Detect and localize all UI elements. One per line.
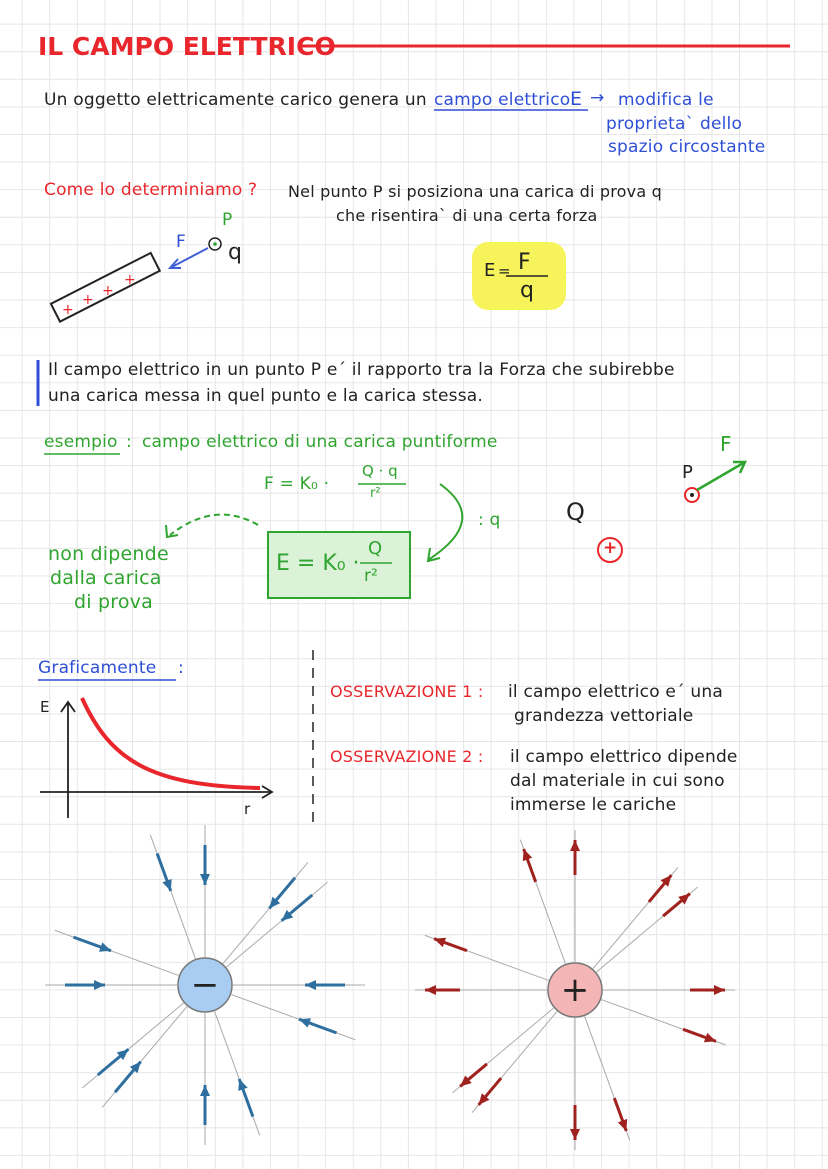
observation-label: OSSERVAZIONE 1 : [330, 682, 484, 701]
y-axis-label: E [40, 698, 50, 716]
note-line: di prova [74, 591, 153, 613]
arrowhead [305, 980, 316, 990]
intro-link: campo elettrico [434, 90, 571, 110]
field-curve [82, 698, 260, 788]
field-line [226, 882, 327, 967]
plus-sign: + [62, 302, 74, 318]
formula1-den: r² [370, 486, 381, 501]
arrowhead [99, 942, 111, 951]
charge-label: q [228, 240, 243, 265]
formula-den: q [520, 278, 534, 303]
field-line [55, 930, 179, 975]
example-label: esempio [44, 432, 118, 452]
observation-text: il campo elettrico dipende [510, 747, 738, 767]
dashed-arrow [170, 515, 258, 535]
arrowhead [618, 1119, 627, 1131]
plus-sign: + [82, 292, 94, 308]
x-axis-label: r [244, 800, 251, 818]
arrowhead [704, 1033, 716, 1042]
arrowhead [425, 985, 436, 995]
point-p-label: P [222, 210, 233, 230]
formula2-lhs: E = K₀ · [276, 551, 360, 576]
divide-arrow [428, 484, 462, 560]
force-label: F [720, 432, 732, 456]
formula-eq: = [498, 262, 511, 280]
explanation-line: che risentira` di una certa forza [336, 206, 598, 225]
point-p-label: P [682, 462, 693, 483]
arrowhead [200, 1085, 210, 1096]
force-label: F [176, 232, 186, 252]
arrowhead [434, 938, 446, 947]
note-line: dalla carica [50, 567, 162, 589]
observation-label: OSSERVAZIONE 2 : [330, 747, 484, 766]
intro-text: Un oggetto elettricamente carico genera un [44, 90, 427, 110]
arrowhead [570, 1129, 580, 1140]
divide-label: : q [478, 510, 501, 530]
note-line: modifica le [618, 90, 714, 110]
formula2-den: r² [364, 566, 378, 586]
field-line [231, 995, 355, 1040]
formula-num: F [518, 250, 531, 275]
field-line [223, 862, 308, 963]
note-line: non dipende [48, 543, 169, 565]
note-line: proprieta` dello [606, 114, 743, 134]
formula1-lhs: F = K₀ · [264, 474, 330, 494]
charge-q-label: Q [566, 498, 585, 526]
arrowhead [299, 1018, 311, 1027]
plus-sign: + [603, 538, 618, 558]
arrowhead [200, 874, 210, 885]
arrowhead [94, 980, 105, 990]
positive-sign: + [560, 970, 590, 1010]
note-line: spazio circostante [608, 137, 766, 157]
arrowhead [523, 849, 532, 861]
explanation-line: Nel punto P si posiziona una carica di prova q [288, 182, 662, 201]
definition-line: Il campo elettrico in un punto P e´ il rapporto tra la Forza che subirebbe [48, 360, 675, 380]
e-symbol: E [570, 88, 583, 110]
force-arrow-green [697, 462, 745, 490]
arrowhead [714, 985, 725, 995]
field-line [82, 1003, 183, 1088]
observation-text: immerse le cariche [510, 795, 677, 815]
colon: : [126, 432, 132, 452]
formula-lhs: E [484, 260, 496, 281]
arrowhead [162, 879, 171, 891]
field-line [102, 1006, 187, 1107]
definition-line: una carica messa in quel punto e la carica stessa. [48, 386, 483, 406]
colon: : [178, 658, 184, 678]
page-title: IL CAMPO ELETTRICO [38, 32, 336, 61]
observation-text: il campo elettrico e´ una [508, 682, 723, 702]
observation-text: dal materiale in cui sono [510, 771, 725, 791]
question: Come lo determiniamo ? [44, 180, 258, 200]
field-line [215, 1011, 260, 1135]
observation-text: grandezza vettoriale [514, 706, 694, 726]
example-text: campo elettrico di una carica puntiforme [142, 432, 498, 452]
negative-sign: − [190, 965, 220, 1005]
field-line [150, 835, 195, 959]
formula1-num: Q · q [362, 462, 398, 480]
plus-sign: + [124, 272, 136, 288]
arrowhead [570, 840, 580, 851]
formula2-num: Q [368, 538, 383, 559]
plus-sign: + [102, 283, 114, 299]
graph-label: Graficamente [38, 658, 157, 678]
arrow: → [590, 88, 605, 108]
arrowhead [238, 1079, 247, 1091]
